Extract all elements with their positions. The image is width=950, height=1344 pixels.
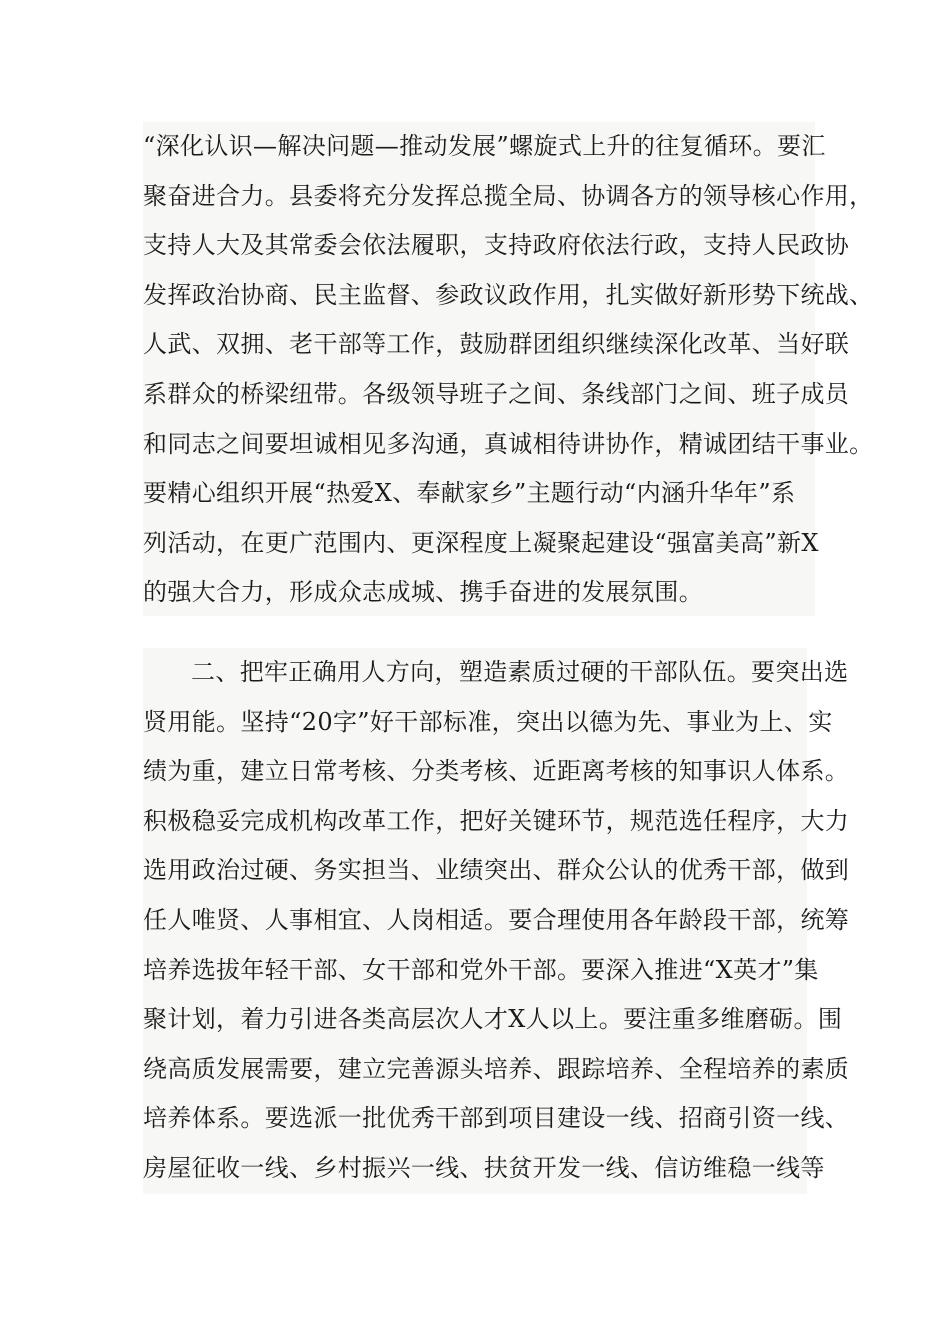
paragraph-2-line-1: 二、把牢正确用人方向，塑造素质过硬的干部队伍。要突出选	[191, 658, 849, 686]
paragraph-1-line-6: 系群众的桥梁纽带。各级领导班子之间、条线部门之间、班子成员	[143, 380, 850, 408]
paragraph-2	[143, 648, 850, 1194]
paragraph-1-line-4: 发挥政治协商、民主监督、参政议政作用，扎实做好新形势下统战、	[143, 280, 874, 309]
paragraph-2-line-9: 绕高质发展需要，建立完善源头培养、跟踪培养、全程培养的素质	[143, 1054, 850, 1083]
paragraph-1-line-5: 人武、双拥、老干部等工作，鼓励群团组织继续深化改革、当好联	[143, 330, 850, 359]
paragraph-2-line-4: 积极稳妥完成机构改革工作，把好关键环节，规范选任程序，大力	[143, 806, 850, 835]
paragraph-1-line-2: 聚奋进合力。县委将充分发挥总揽全局、协调各方的领导核心作用，	[143, 181, 874, 210]
paragraph-2-line-7: 培养选拔年轻干部、女干部和党外干部。要深入推进“X英才”集	[143, 955, 819, 984]
paragraph-1-line-7: 和同志之间要坦诚相见多沟通，真诚相待讲协作，精诚团结干事业。	[143, 429, 874, 458]
paragraph-2-line-11: 房屋征收一线、乡村振兴一线、扶贫开发一线、信访维稳一线等	[143, 1154, 825, 1182]
paragraph-1-line-8: 要精心组织开展“热爱X、奉献家乡”主题行动“内涵升华年”系	[143, 479, 796, 508]
paragraph-2-line-8: 聚计划，着力引进各类高层次人才X人以上。要注重多维磨砺。围	[143, 1005, 843, 1034]
paragraph-2-line-2: 贤用能。坚持“20字”好干部标准，突出以德为先、事业为上、实	[143, 707, 833, 736]
paragraph-1	[143, 122, 874, 616]
paragraph-1-line-3: 支持人大及其常委会依法履职，支持政府依法行政，支持人民政协	[143, 231, 850, 260]
paragraph-1-line-1: “深化认识—解决问题—推动发展”螺旋式上升的往复循环。要汇	[143, 132, 826, 160]
paragraph-1-line-10: 的强大合力，形成众志成城、携手奋进的发展氛围。	[143, 578, 704, 607]
paragraph-2-line-3: 绩为重，建立日常考核、分类考核、近距离考核的知事识人体系。	[143, 757, 850, 786]
paragraph-1-line-9: 列活动，在更广范围内、更深程度上凝聚起建设“强富美高”新X	[143, 528, 819, 557]
paragraph-2-line-10: 培养体系。要选派一批优秀干部到项目建设一线、招商引资一线、	[143, 1104, 850, 1133]
paragraph-2-line-6: 任人唯贤、人事相宜、人岗相适。要合理使用各年龄段干部，统筹	[143, 906, 850, 934]
paragraph-2-line-5: 选用政治过硬、务实担当、业绩突出、群众公认的优秀干部，做到	[143, 856, 850, 885]
